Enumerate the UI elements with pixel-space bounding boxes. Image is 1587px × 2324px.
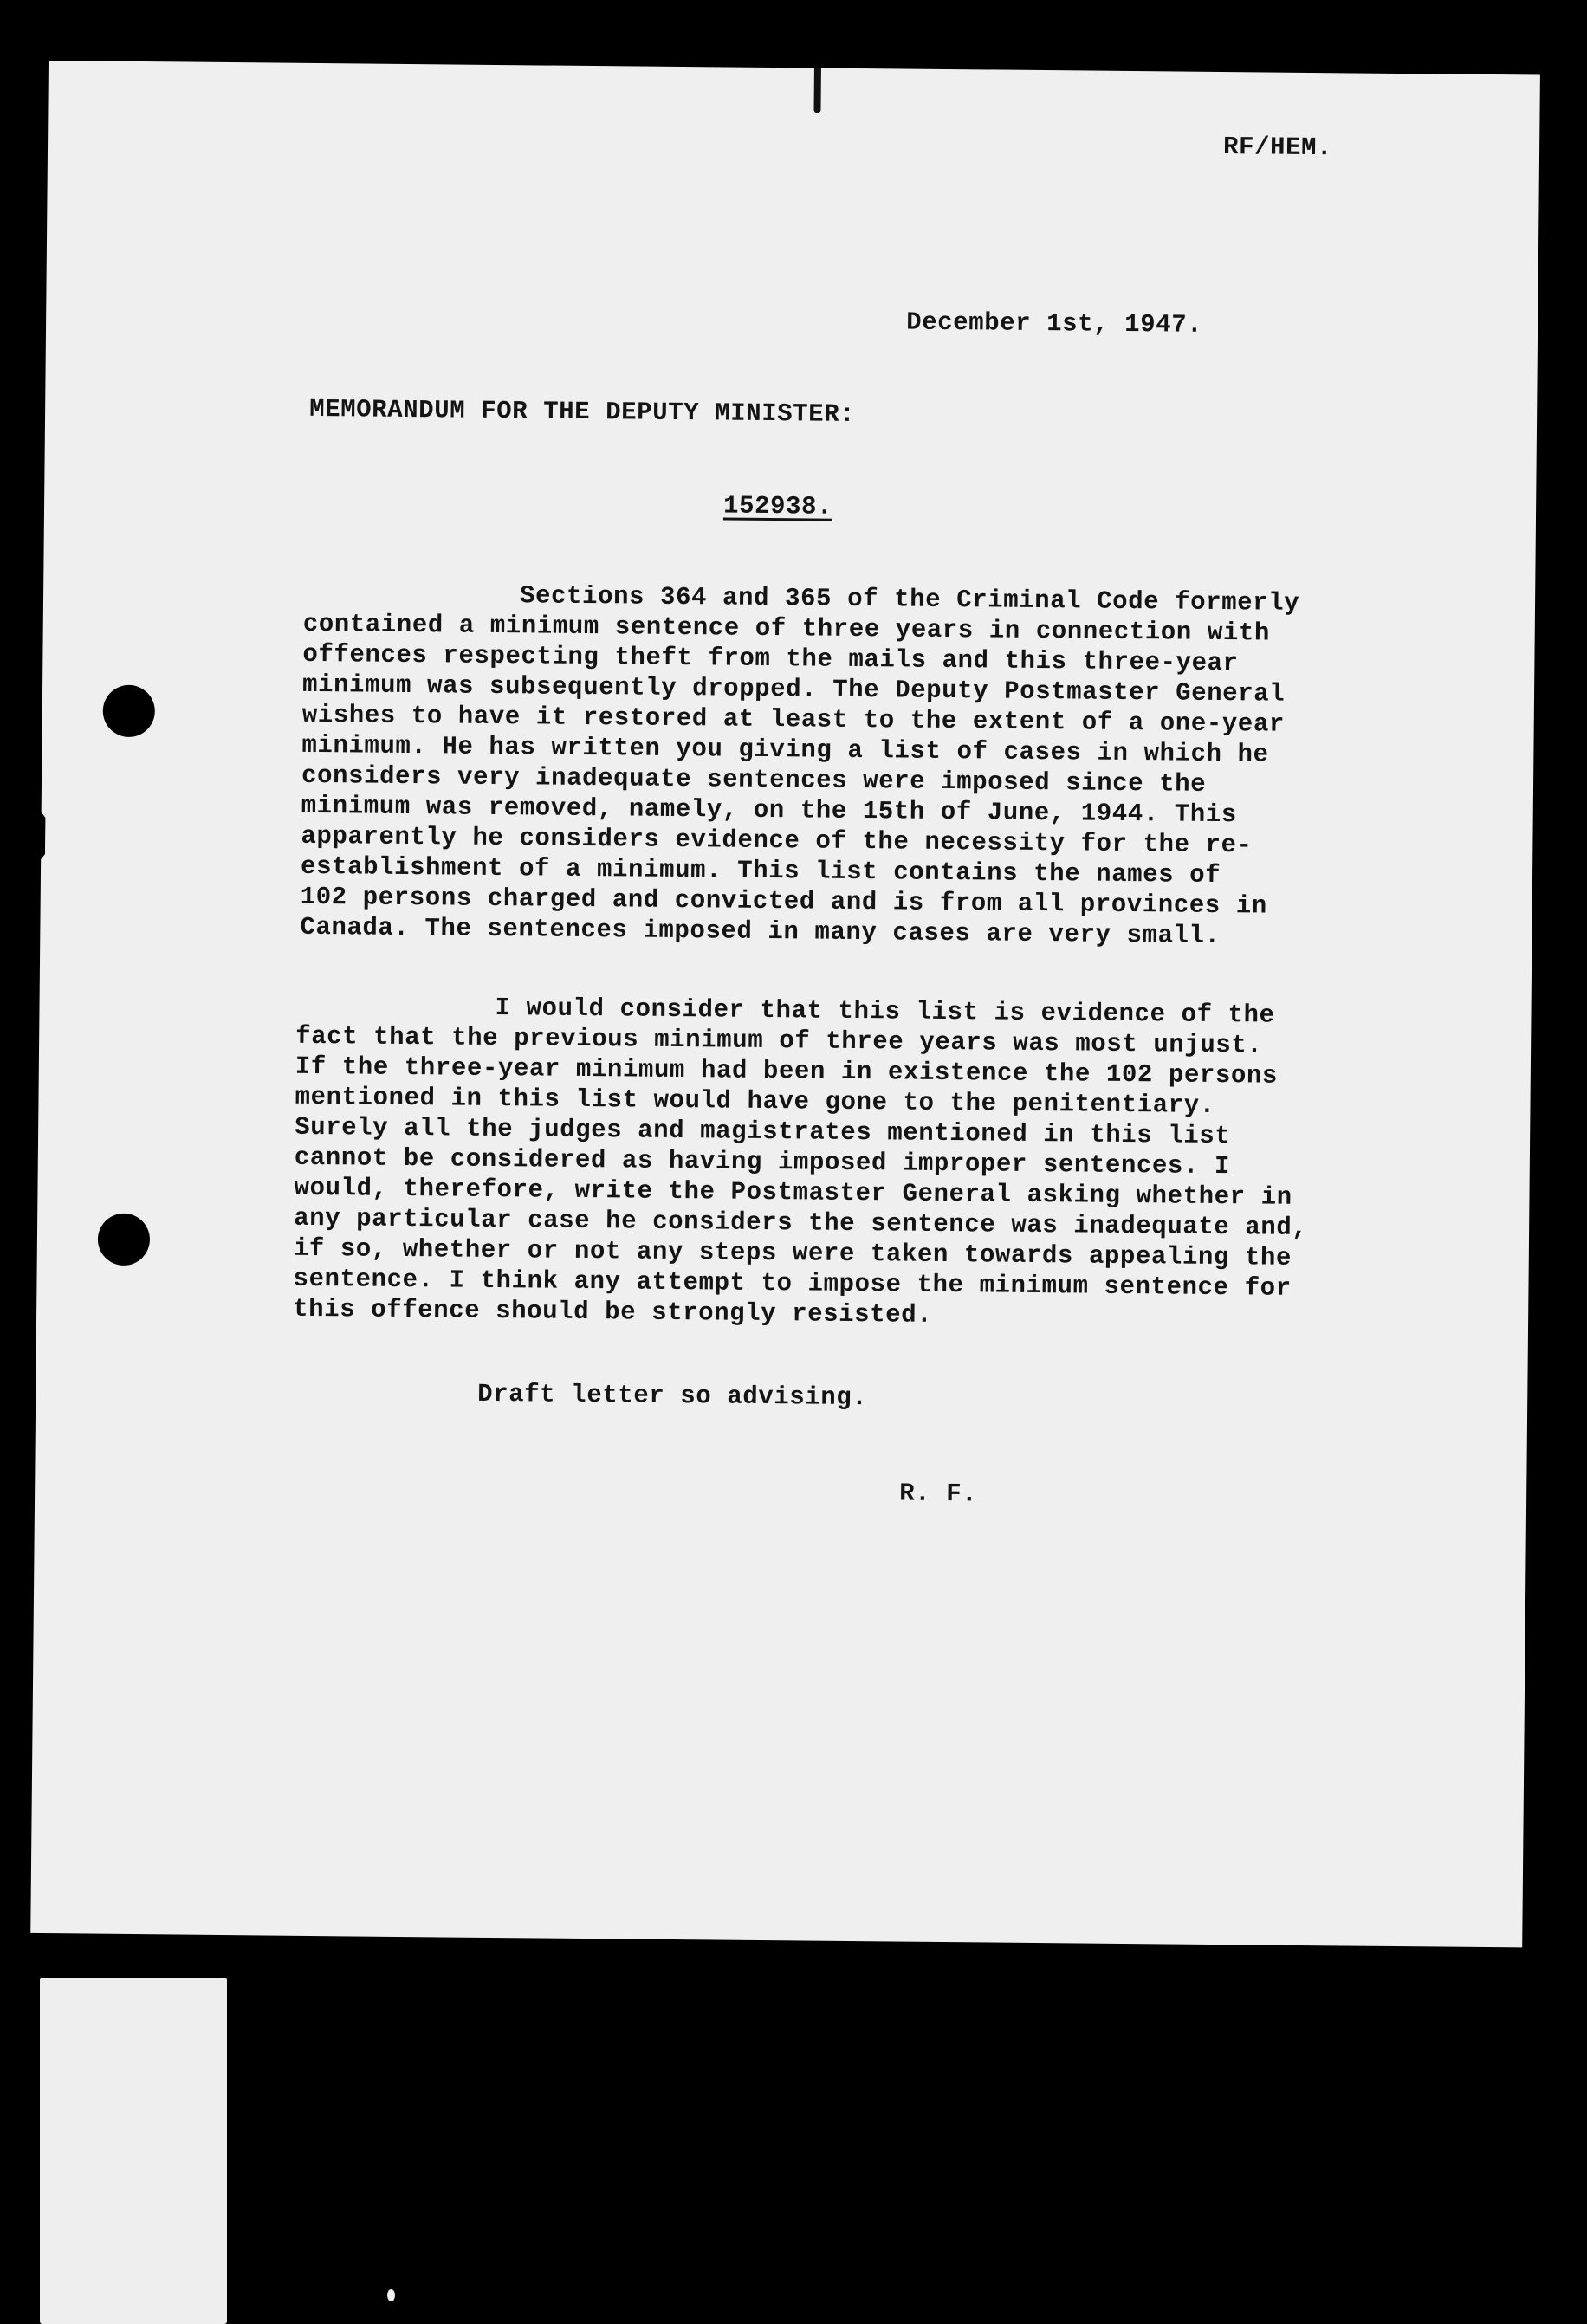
paragraph-line: minimum was subsequently dropped. The Deputy Postmaster General	[301, 670, 1286, 709]
paragraph-line: Sections 364 and 365 of the Criminal Code formerly	[519, 581, 1300, 618]
paragraph-line: wishes to have it restored at least to the extent of a one-year	[301, 700, 1286, 739]
punch-hole-lower	[98, 1214, 151, 1266]
paragraph-line: cannot be considered as having imposed improper sentences. I	[294, 1143, 1231, 1181]
paragraph-line: any particular case he considers the sentence was inadequate and,	[294, 1203, 1308, 1243]
paragraph-line: offences respecting theft from the mails and this three-year	[302, 639, 1239, 678]
paragraph-line: minimum was removed, namely, on the 15th of June, 1944. This	[301, 791, 1238, 830]
closing-instruction: Draft letter so advising.	[477, 1379, 868, 1413]
reference-initials: RF/HEM.	[1222, 133, 1333, 163]
paragraph-line: fact that the previous minimum of three years was most unjust.	[295, 1021, 1263, 1060]
punch-hole-upper	[103, 685, 156, 738]
paragraph-line: would, therefore, write the Postmaster General asking whether in	[294, 1173, 1292, 1212]
blank-paper-slip	[40, 1978, 227, 2324]
page-edge-notch	[36, 806, 52, 866]
paragraph-line: Surely all the judges and magistrates mentioned in this list	[295, 1112, 1231, 1151]
paragraph-2	[293, 991, 1310, 1334]
paragraph-line: this offence should be strongly resisted.	[293, 1294, 933, 1330]
memo-heading: MEMORANDUM FOR THE DEPUTY MINISTER:	[308, 394, 856, 429]
memo-date: December 1st, 1947.	[905, 307, 1203, 340]
paragraph-line: if so, whether or not any steps were taken towards appealing the	[293, 1233, 1292, 1272]
paragraph-line: sentence. I think any attempt to impose the minimum sentence for	[293, 1264, 1292, 1303]
paragraph-line: 102 persons charged and convicted and is from all provinces in	[300, 882, 1268, 921]
page-tick-mark	[813, 68, 820, 113]
memo-page	[30, 61, 1540, 1947]
paragraph-line: establishment of a minimum. This list contains the names of	[300, 851, 1221, 890]
paragraph-line: If the three-year minimum had been in existence the 102 persons	[295, 1052, 1279, 1091]
paragraph-line: I would consider that this list is evidence of the	[495, 993, 1275, 1030]
film-speck	[387, 2289, 395, 2301]
paragraph-line: mentioned in this list would have gone to the penitentiary.	[295, 1082, 1215, 1120]
paragraph-line: contained a minimum sentence of three years in connection with	[302, 609, 1271, 648]
paragraph-line: minimum. He has written you giving a list of cases in which he	[301, 730, 1269, 769]
signature-initials: R. F.	[899, 1479, 978, 1509]
paragraph-line: considers very inadequate sentences were imposed since the	[301, 761, 1207, 799]
paragraph-line: Canada. The sentences imposed in many cases are very small.	[300, 912, 1221, 951]
file-number: 152938.	[722, 491, 833, 521]
paragraph-1	[300, 579, 1299, 952]
paragraph-line: apparently he considers evidence of the necessity for the re-	[301, 821, 1253, 860]
